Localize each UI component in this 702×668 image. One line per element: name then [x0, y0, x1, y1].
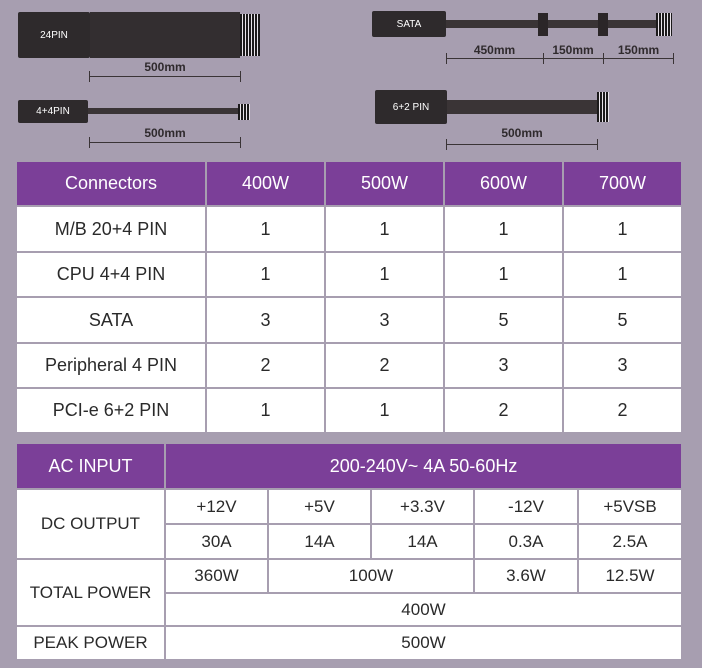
- cable-24pin-connector: [240, 14, 260, 56]
- cable-sata-wire: [446, 20, 664, 28]
- row-label: PCI-e 6+2 PIN: [16, 388, 206, 433]
- cell-value: 1: [206, 206, 325, 252]
- cable-4-4pin-plug: [18, 100, 88, 123]
- cell-value: 2: [325, 343, 444, 388]
- connectors-table: [15, 160, 683, 434]
- cell-value: 1: [325, 252, 444, 297]
- current-3-3v: 14A: [371, 524, 474, 559]
- cable-pcie-plug: [375, 90, 447, 124]
- table-row: [16, 297, 682, 343]
- header-700w: 700W: [563, 161, 682, 206]
- cable-24pin-label: 24PIN: [40, 29, 68, 41]
- table-row: [16, 343, 682, 388]
- cable-4-4pin-label: 4+4PIN: [36, 106, 70, 117]
- peak-power-row: [16, 626, 682, 660]
- current-5vsb: 2.5A: [578, 524, 682, 559]
- peak-power-value: 500W: [165, 626, 682, 660]
- rail-neg-12v: -12V: [474, 489, 578, 524]
- current-5v: 14A: [268, 524, 371, 559]
- row-label: M/B 20+4 PIN: [16, 206, 206, 252]
- ac-input-value: 200-240V~ 4A 50-60Hz: [165, 443, 682, 489]
- header-500w: 500W: [325, 161, 444, 206]
- row-label: SATA: [16, 297, 206, 343]
- total-power-value: 400W: [165, 593, 682, 626]
- cable-4-4pin-connector: [238, 104, 250, 120]
- ac-input-label: AC INPUT: [16, 443, 165, 489]
- ac-input-row: [16, 443, 682, 489]
- cable-4-4pin-length: 500mm: [144, 126, 186, 140]
- power-12v: 360W: [165, 559, 268, 593]
- cable-24pin-plug: [18, 12, 90, 58]
- cell-value: 3: [206, 297, 325, 343]
- cable-pcie-wire: [447, 100, 597, 114]
- cell-value: 2: [563, 388, 682, 433]
- cable-24pin-length: 500mm: [144, 60, 186, 74]
- header-400w: 400W: [206, 161, 325, 206]
- cable-sata-length-2: 150mm: [552, 43, 594, 57]
- cell-value: 1: [325, 206, 444, 252]
- header-600w: 600W: [444, 161, 563, 206]
- power-spec-table: [15, 442, 683, 661]
- cell-value: 3: [444, 343, 563, 388]
- rails-row: [16, 489, 682, 524]
- cell-value: 3: [563, 343, 682, 388]
- row-label: CPU 4+4 PIN: [16, 252, 206, 297]
- cable-24pin-wire: [90, 12, 240, 58]
- cable-sata-plug: [372, 11, 446, 37]
- cable-sata-connector-3: [656, 13, 672, 36]
- rail-5vsb: +5VSB: [578, 489, 682, 524]
- cable-pcie-length: 500mm: [501, 126, 543, 140]
- current-12v: 30A: [165, 524, 268, 559]
- cell-value: 3: [325, 297, 444, 343]
- cable-pcie-label: 6+2 PIN: [392, 101, 430, 113]
- cell-value: 1: [444, 206, 563, 252]
- table-row: [16, 388, 682, 433]
- cell-value: 1: [563, 252, 682, 297]
- peak-power-label: PEAK POWER: [16, 626, 165, 660]
- cable-pcie-connector: [597, 92, 609, 122]
- table-row: [16, 206, 682, 252]
- cable-sata-connector-2: [598, 13, 608, 36]
- rail-3-3v: +3.3V: [371, 489, 474, 524]
- header-connectors: Connectors: [16, 161, 206, 206]
- cell-value: 5: [444, 297, 563, 343]
- rail-power-row: [16, 559, 682, 593]
- row-label: Peripheral 4 PIN: [16, 343, 206, 388]
- power-5vsb: 12.5W: [578, 559, 682, 593]
- cell-value: 2: [206, 343, 325, 388]
- cell-value: 1: [206, 252, 325, 297]
- table-row: [16, 252, 682, 297]
- power-5v-3-3v: 100W: [268, 559, 474, 593]
- cable-sata-length-3: 150mm: [617, 43, 660, 57]
- rail-12v: +12V: [165, 489, 268, 524]
- cell-value: 1: [206, 388, 325, 433]
- cell-value: 1: [563, 206, 682, 252]
- cable-sata-connector-1: [538, 13, 548, 36]
- connectors-header-row: [16, 161, 682, 206]
- rail-5v: +5V: [268, 489, 371, 524]
- current-neg-12v: 0.3A: [474, 524, 578, 559]
- cable-sata-length-1: 450mm: [473, 43, 516, 57]
- total-power-label: TOTAL POWER: [16, 559, 165, 626]
- cell-value: 2: [444, 388, 563, 433]
- cell-value: 1: [325, 388, 444, 433]
- cell-value: 5: [563, 297, 682, 343]
- dc-output-label: DC OUTPUT: [16, 489, 165, 559]
- cell-value: 1: [444, 252, 563, 297]
- cable-sata-label: SATA: [396, 18, 422, 30]
- cable-4-4pin-wire: [88, 108, 238, 114]
- power-neg-12v: 3.6W: [474, 559, 578, 593]
